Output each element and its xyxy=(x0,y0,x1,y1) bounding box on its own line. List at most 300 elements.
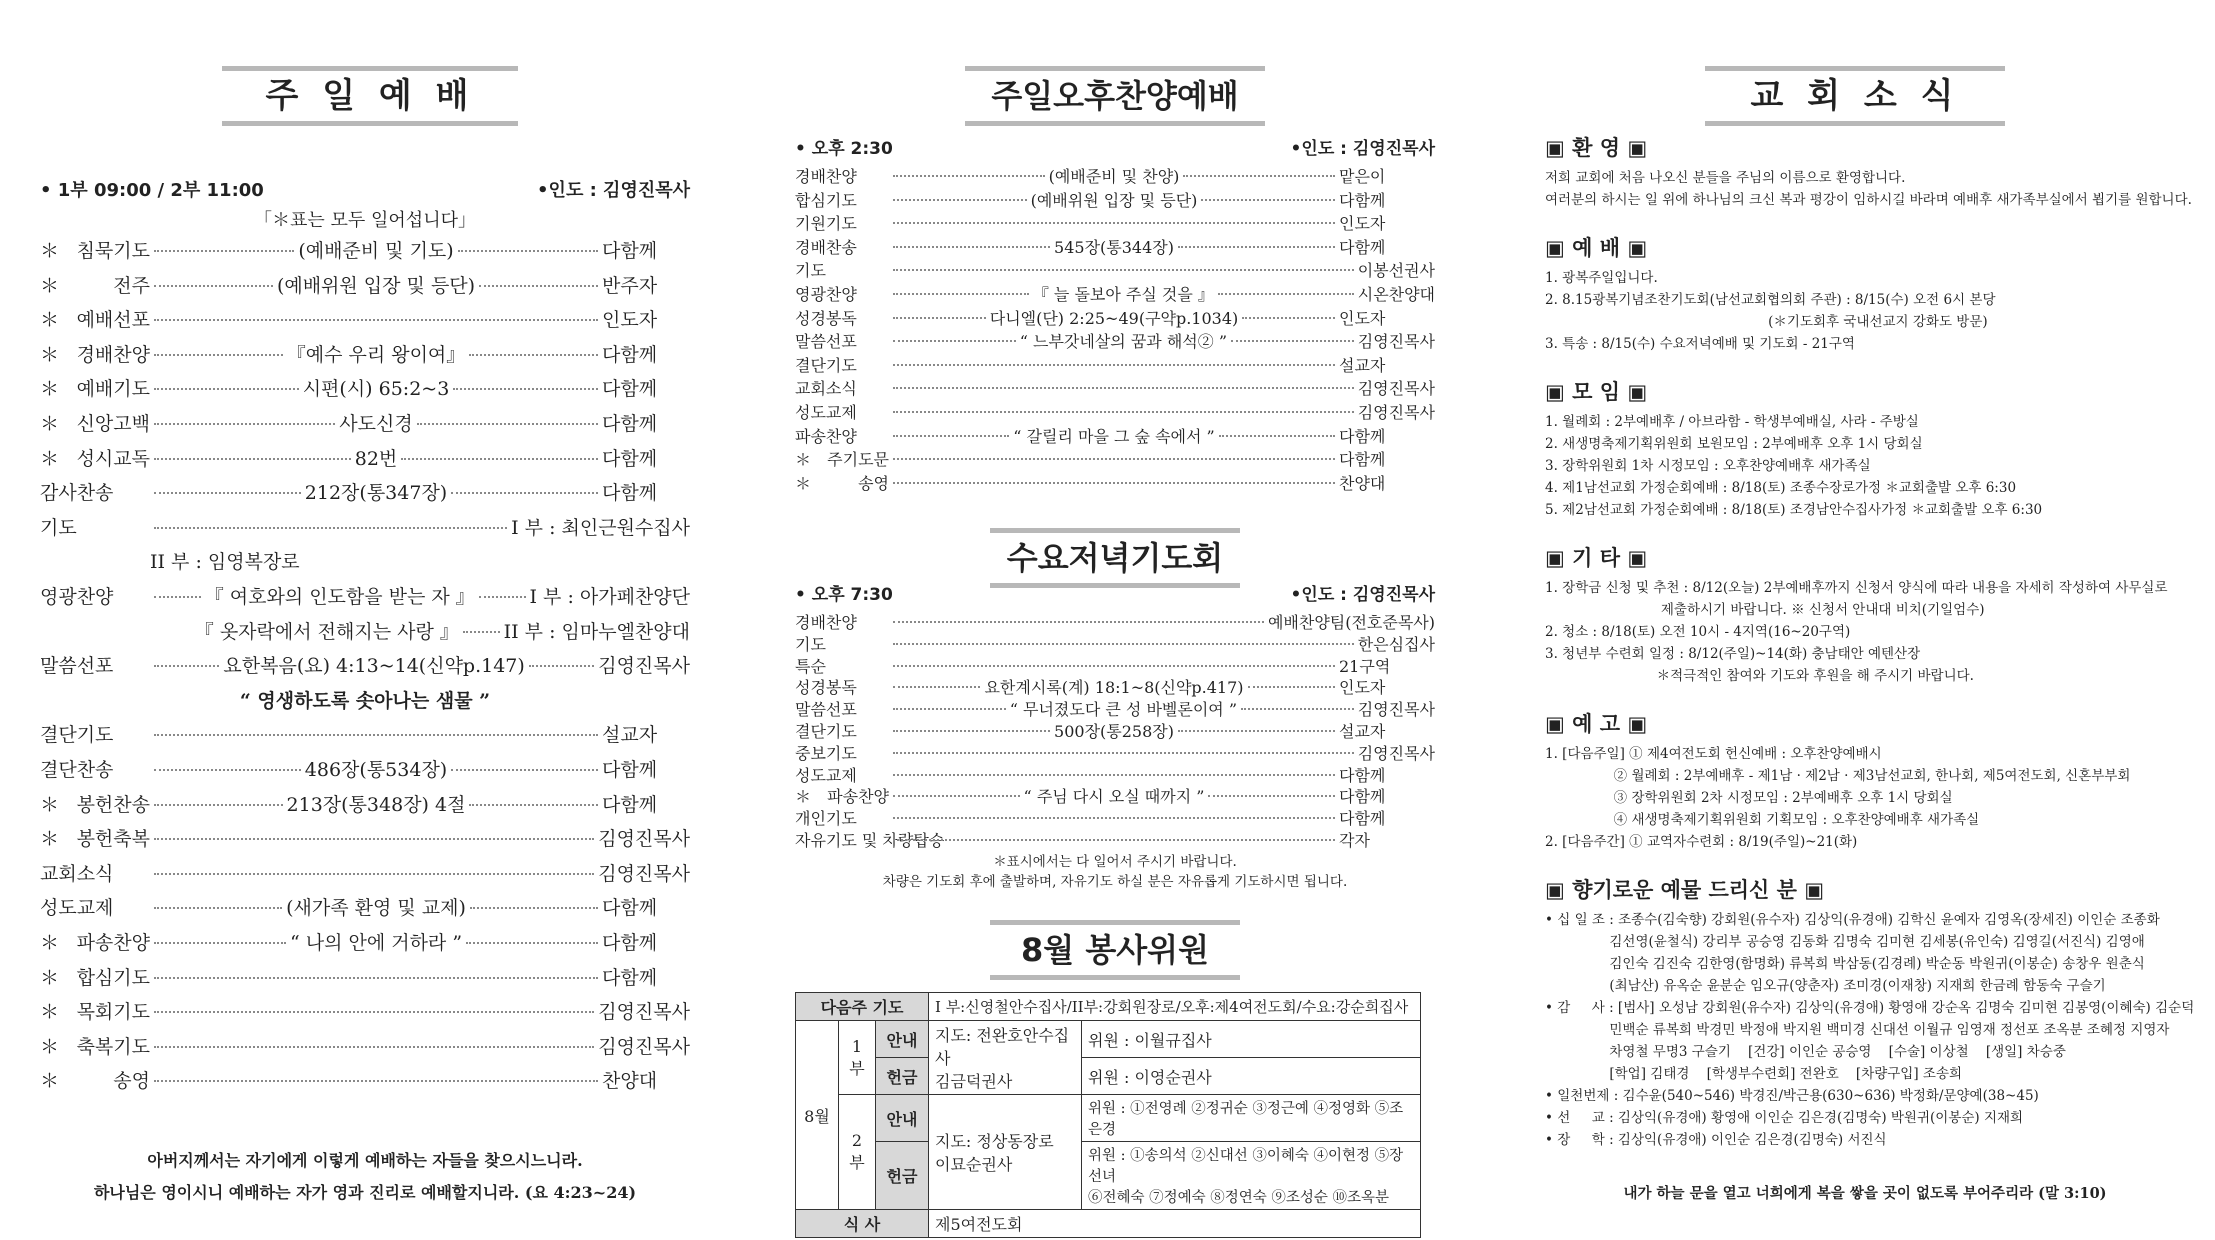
order-row xyxy=(40,997,690,1031)
order-label: 특순 xyxy=(795,656,826,676)
order-label: 기도 xyxy=(40,516,77,539)
order-row xyxy=(40,755,690,789)
order-content: 212장(통347장) xyxy=(304,482,448,505)
dot-leader xyxy=(401,458,598,460)
wednesday-prayer-title: 수요저녁기도회 xyxy=(990,528,1240,588)
order-label: ＊축복기도 xyxy=(40,1035,150,1058)
order-label: 결단기도 xyxy=(795,355,857,375)
news-line: (최남산) 유옥순 윤분순 임오규(양춘자) 조미경(이재창) 지재희 한금례 함동숙 구슬기 xyxy=(1545,978,2106,994)
order-row xyxy=(40,686,690,720)
verse-line-1: 아버지께서는 자기에게 이렇게 예배하는 자들을 찾으시느니라. xyxy=(147,1151,583,1170)
order-content: (예배준비 및 찬양) xyxy=(1048,167,1180,186)
order-label: 말씀선포 xyxy=(40,655,114,678)
order-label: 성도교제 xyxy=(795,765,857,785)
order-label: 결단기도 xyxy=(40,724,114,747)
sermon-title: “ 영생하도록 솟아나는 샘물 ” xyxy=(239,689,491,712)
dot-leader xyxy=(529,665,594,667)
order-label: 경배찬송 xyxy=(795,237,857,257)
order-content: 요한계시록(계) 18:1~8(신약p.417) xyxy=(984,678,1244,698)
news-line: ＊적극적인 참여와 기도와 후원을 해 주시기 바랍니다. xyxy=(1545,668,1974,684)
order-row xyxy=(795,828,1435,851)
order-content: 『 늘 돌보아 주실 것을 』 xyxy=(1032,285,1214,304)
order-person: 김영진목사 xyxy=(1357,700,1436,720)
order-person: 반주자 xyxy=(602,274,658,297)
order-row xyxy=(40,1032,690,1066)
order-label: ＊파송찬양 xyxy=(795,787,889,807)
order-label: 기도 xyxy=(795,634,826,654)
dot-leader xyxy=(893,246,1050,248)
order-row xyxy=(795,164,1435,187)
news-line: 여러분의 하시는 일 위에 하나님의 크신 복과 평강이 임하시길 바라며 예배후 새가족부실에서 뵙기를 원합니다. xyxy=(1545,192,2192,208)
order-person: 다함께 xyxy=(602,966,658,989)
order-row xyxy=(795,258,1435,281)
order-person: 인도자 xyxy=(1339,678,1386,698)
order-content: “ 갈릴리 마을 그 숲 속에서 ” xyxy=(1013,426,1215,446)
order-row xyxy=(40,478,690,512)
dot-leader xyxy=(893,708,1006,710)
dot-leader xyxy=(154,804,283,806)
dot-leader xyxy=(1248,686,1335,688)
order-label: 경배찬양 xyxy=(795,613,857,632)
order-label: 기원기도 xyxy=(795,214,857,234)
order-person: 김영진목사 xyxy=(1357,332,1436,352)
dot-leader xyxy=(154,423,335,425)
order-row xyxy=(40,547,690,581)
order-label: 개인기도 xyxy=(795,809,857,829)
dot-leader xyxy=(453,388,598,390)
order-row xyxy=(40,790,690,824)
order-person: II 부 : 임마누엘찬양대 xyxy=(503,620,690,643)
order-row xyxy=(795,763,1435,786)
dot-leader xyxy=(1178,246,1335,248)
dot-leader xyxy=(154,1080,598,1082)
dot-leader xyxy=(154,1011,594,1013)
order-label: 말씀선포 xyxy=(795,332,857,352)
afternoon-worship-title: 주일오후찬양예배 xyxy=(965,66,1265,126)
order-label: 결단기도 xyxy=(795,722,857,741)
order-row xyxy=(795,306,1435,329)
news-section-title: ▣ 향기로운 예물 드리신 분 ▣ xyxy=(1545,878,1825,902)
news-line: ② 월례회 : 2부예배후 - 제1남 · 제2남 · 제3남선교회, 한나회, 제5여전도회, 신혼부부회 xyxy=(1545,768,2131,784)
dot-leader xyxy=(893,752,1354,754)
order-person: 다함께 xyxy=(602,793,658,816)
order-person: 예배찬양팀(전호준목사) xyxy=(1267,613,1435,632)
order-content: 『 옷자락에서 전해지는 사랑 』 xyxy=(194,620,459,643)
order-content: 요한복음(요) 4:13~14(신약p.147) xyxy=(223,655,525,678)
news-line: 1. [다음주일] ① 제4여전도회 헌신예배 : 오후찬양예배시 xyxy=(1545,746,1882,762)
order-person: 다함께 xyxy=(1339,450,1386,470)
dot-leader xyxy=(470,907,598,909)
order-content: 『 여호와의 인도함을 받는 자 』 xyxy=(204,586,475,608)
order-label: ＊예배선포 xyxy=(40,309,150,332)
order-row xyxy=(795,188,1435,211)
dot-leader xyxy=(893,269,1354,271)
order-content: 다니엘(단) 2:25~49(구약p.1034) xyxy=(989,308,1239,328)
order-row xyxy=(795,784,1435,807)
part2-leader: 지도: 정상동장로 이묘순권사 xyxy=(929,1095,1082,1210)
order-person: 김영진목사 xyxy=(598,1001,690,1024)
wednesday-note-1: ＊표시에서는 다 일어서 주시기 바랍니다. xyxy=(993,854,1237,870)
news-line: 김선영(윤철식) 강리부 공승영 김동화 김명숙 김미현 김세봉(유인숙) 김영길(서진식) 김영애 xyxy=(1545,934,2145,950)
order-row xyxy=(40,859,690,893)
order-row xyxy=(40,513,690,547)
news-line: 4. 제1남선교회 가정순회예배 : 8/18(토) 조종수장로가정 ＊교회출발 오후 6:30 xyxy=(1545,480,2017,496)
dot-leader xyxy=(154,838,594,840)
order-person: 김영진목사 xyxy=(1357,379,1435,399)
order-row xyxy=(40,582,690,616)
news-line: • 일천번제 : 김수윤(540~546) 박경진/박근용(630~636) 박정화/문양예(38~45) xyxy=(1545,1088,2039,1104)
part1-cell: 1부 xyxy=(839,1021,876,1095)
order-row xyxy=(795,741,1435,764)
order-row xyxy=(795,719,1435,742)
month-cell: 8월 xyxy=(796,1021,839,1210)
dot-leader xyxy=(154,907,282,909)
news-line: 차영철 무명3 구슬기 [건강] 이인순 공승영 [수술] 이상철 [생일] 차승중 xyxy=(1545,1044,2066,1060)
news-line: 2. 새생명축제기획위원회 보원모임 : 2부예배후 오후 1시 당회실 xyxy=(1545,436,1923,452)
news-line: ③ 장학위원회 2차 시정모임 : 2부예배후 오후 1시 당회실 xyxy=(1545,790,1953,806)
order-row xyxy=(40,444,690,478)
order-label: 성경봉독 xyxy=(795,308,857,328)
order-person: 다함께 xyxy=(602,932,658,954)
order-person: 다함께 xyxy=(602,378,658,401)
order-person: 이봉선권사 xyxy=(1357,261,1435,281)
church-news-column xyxy=(1545,0,2195,1240)
order-content: (예배위원 입장 및 등단) xyxy=(276,274,476,297)
order-person: 각자 xyxy=(1339,831,1370,850)
order-label: 교회소식 xyxy=(795,379,857,399)
dot-leader xyxy=(893,817,1335,819)
order-person: 한은심집사 xyxy=(1357,634,1435,654)
order-label: ＊예배기도 xyxy=(40,378,150,401)
order-content: 545장(통344장) xyxy=(1054,237,1174,257)
order-person: 김영진목사 xyxy=(598,828,690,851)
news-section-title: ▣ 기 타 ▣ xyxy=(1545,546,1648,570)
order-row xyxy=(40,409,690,443)
order-person: 인도자 xyxy=(602,309,658,332)
dot-leader xyxy=(154,319,598,321)
dot-leader xyxy=(154,769,301,771)
dot-leader xyxy=(893,458,1335,460)
news-line: 2. [다음주간] ① 교역자수련회 : 8/19(주일)~21(화) xyxy=(1545,834,1858,850)
news-line: 저희 교회에 처음 나오신 분들을 주님의 이름으로 환영합니다. xyxy=(1545,170,1906,186)
order-person: 다함께 xyxy=(1339,765,1386,785)
order-person: 21구역 xyxy=(1339,656,1391,676)
part1-guide-label: 안내 xyxy=(876,1021,929,1058)
order-row xyxy=(795,400,1435,423)
order-person: 다함께 xyxy=(602,240,658,262)
order-row xyxy=(795,282,1435,305)
order-row xyxy=(795,329,1435,352)
order-person: 다함께 xyxy=(602,447,658,470)
order-row xyxy=(40,893,690,927)
order-label: ＊침묵기도 xyxy=(40,240,150,262)
order-row xyxy=(795,235,1435,258)
service-time: • 1부 09:00 / 2부 11:00 xyxy=(40,180,264,201)
dot-leader xyxy=(893,175,1045,177)
dot-leader xyxy=(1231,340,1354,342)
order-label: 경배찬양 xyxy=(795,167,857,186)
news-section-title: ▣ 환 영 ▣ xyxy=(1545,136,1648,160)
church-news-title: 교 회 소 식 xyxy=(1705,66,2005,126)
dot-leader xyxy=(154,354,283,356)
order-row xyxy=(795,654,1435,677)
volunteers-table xyxy=(795,992,1421,1238)
order-person: I 부 : 아가페찬양단 xyxy=(529,586,691,608)
order-label: ＊봉헌축복 xyxy=(40,828,150,851)
order-label: 파송찬양 xyxy=(795,426,857,446)
dot-leader xyxy=(154,1046,594,1048)
malachi-verse: 내가 하늘 문을 열고 너희에게 복을 쌓을 곳이 없도록 부어주리라 (말 3:10) xyxy=(1623,1185,2107,1202)
order-row xyxy=(40,1066,690,1100)
news-section-title: ▣ 모 임 ▣ xyxy=(1545,380,1648,404)
order-row xyxy=(40,271,690,305)
order-person: 다함께 xyxy=(602,482,658,505)
afternoon-leader: •인도 : 김영진목사 xyxy=(1290,139,1435,159)
meal-label: 식 사 xyxy=(796,1210,929,1238)
order-person: 찬양대 xyxy=(602,1070,658,1093)
part2-cell: 2부 xyxy=(839,1095,876,1210)
order-person: 다함께 xyxy=(602,343,658,366)
news-line: • 장 학 : 김상익(유경애) 이인순 김은경(김명숙) 서진식 xyxy=(1545,1132,1887,1148)
news-line: 1. 월례회 : 2부예배후 / 아브라함 - 학생부예배실, 사라 - 주방실 xyxy=(1545,414,1919,430)
part2-guide-members: 위원 : ①전영례 ②정귀순 ③정근예 ④정영화 ⑤조은경 xyxy=(1082,1095,1421,1142)
order-row xyxy=(40,928,690,962)
order-label: 기도 xyxy=(795,261,826,281)
next-week-prayer-label: 다음주 기도 xyxy=(796,993,929,1021)
dot-leader xyxy=(154,250,294,252)
dot-leader xyxy=(893,686,980,688)
order-person: 인도자 xyxy=(1339,214,1386,234)
order-label: 성경봉독 xyxy=(795,678,857,698)
news-line: 제출하시기 바랍니다. ※ 신청서 안내대 비치(기일엄수) xyxy=(1545,602,1985,618)
order-row xyxy=(795,675,1435,698)
order-row xyxy=(40,963,690,997)
order-person: 김영진목사 xyxy=(1357,403,1435,422)
order-content: 82번 xyxy=(354,447,398,470)
order-label: 합심기도 xyxy=(795,190,857,210)
news-line: 1. 장학금 신청 및 추천 : 8/12(오늘) 2부예배후까지 신청서 양식에 따라 내용을 자세히 작성하여 사무실로 xyxy=(1545,580,2168,596)
order-label: 영광찬양 xyxy=(795,285,857,304)
order-content: 시편(시) 65:2~3 xyxy=(302,378,450,401)
order-person: 다함께 xyxy=(1339,787,1386,807)
news-line: 2. 청소 : 8/18(토) 오전 10시 - 4지역(16~20구역) xyxy=(1545,624,1851,640)
order-label: ＊합심기도 xyxy=(40,966,150,989)
dot-leader xyxy=(1208,795,1335,797)
dot-leader xyxy=(466,942,598,944)
order-person: 찬양대 xyxy=(1339,473,1386,493)
news-line: 3. 장학위원회 1차 시정모임 : 오후찬양예배후 새가족실 xyxy=(1545,458,1871,474)
order-row xyxy=(795,610,1435,633)
order-person: 김영진목사 xyxy=(598,655,690,678)
order-person: 다함께 xyxy=(602,413,658,435)
standing-note: 「＊표는 모두 일어섭니다」 xyxy=(254,210,476,231)
dot-leader xyxy=(893,643,1354,645)
order-content: 486장(통534장) xyxy=(304,759,448,781)
dot-leader xyxy=(1178,730,1335,732)
dot-leader xyxy=(154,596,201,598)
dot-leader xyxy=(893,199,1027,201)
order-person: I 부 : 최인근원수집사 xyxy=(511,516,690,539)
order-content: 『예수 우리 왕이여』 xyxy=(286,343,466,366)
order-person: 설교자 xyxy=(602,724,658,747)
dot-leader xyxy=(154,942,286,944)
order-person: 시온찬양대 xyxy=(1357,285,1436,304)
order-content: “ 주님 다시 오실 때까지 ” xyxy=(1023,787,1205,807)
dot-leader xyxy=(479,596,526,598)
news-line: 5. 제2남선교회 가정순회예배 : 8/18(토) 조경남안수집사가정 ＊교회출발 오후 6:30 xyxy=(1545,502,2043,518)
order-row xyxy=(40,340,690,374)
order-label: 자유기도 및 차량탑승 xyxy=(795,831,945,850)
part1-guide-members: 위원 : 이월규집사 xyxy=(1082,1021,1421,1058)
order-content: “ 느부갓네살의 꿈과 해석② ” xyxy=(1019,332,1227,352)
news-line: 2. 8.15광복기념조찬기도회(남선교회협의회 주관) : 8/15(수) 오전 6시 본당 xyxy=(1545,292,1996,308)
afternoon-worship-column xyxy=(795,0,1435,1240)
news-line: (＊기도회후 국내선교지 강화도 방문) xyxy=(1545,314,1988,330)
dot-leader xyxy=(1183,175,1335,177)
dot-leader xyxy=(893,411,1354,413)
order-content: 500장(통258장) xyxy=(1054,722,1174,741)
news-line: • 선 교 : 김상익(유경애) 황영애 이인순 김은경(김명숙) 박원귀(이봉순) 지재희 xyxy=(1545,1110,2024,1126)
worship-leader: •인도 : 김영진목사 xyxy=(537,180,690,201)
order-content: (새가족 환영 및 교제) xyxy=(286,897,466,920)
news-line: 민백순 류복희 박경민 박정애 박지원 백미경 신대선 이월규 임영재 정선포 조옥분 조혜정 지영자 xyxy=(1545,1022,2170,1038)
order-row xyxy=(40,824,690,858)
order-label: ＊전주 xyxy=(40,274,150,297)
order-row xyxy=(795,353,1435,376)
order-content: “ 무너졌도다 큰 성 바벨론이여 ” xyxy=(1009,700,1237,720)
part1-offering-members: 위원 : 이영순권사 xyxy=(1082,1058,1421,1095)
order-content: 사도신경 xyxy=(339,413,413,435)
order-person: 김영진목사 xyxy=(598,862,690,885)
news-line: [학업] 김태경 [학생부수련회] 전완호 [차량구입] 조송희 xyxy=(1545,1066,1963,1082)
order-label: ＊목회기도 xyxy=(40,1001,150,1024)
dot-leader xyxy=(417,423,598,425)
dot-leader xyxy=(451,769,598,771)
dot-leader xyxy=(469,804,598,806)
order-row xyxy=(795,471,1435,494)
order-label: ＊송영 xyxy=(40,1070,150,1093)
news-line: ④ 새생명축제기획위원회 기획모임 : 오후찬양예배후 새가족실 xyxy=(1545,812,1980,828)
dot-leader xyxy=(893,364,1335,366)
order-person: 인도자 xyxy=(1339,308,1386,328)
dot-leader xyxy=(1242,317,1335,319)
dot-leader xyxy=(154,734,598,736)
order-label: ＊파송찬양 xyxy=(40,932,150,954)
order-label: ＊주기도문 xyxy=(795,450,889,470)
dot-leader xyxy=(154,285,273,287)
news-line: 3. 청년부 수련회 일정 : 8/12(주일)~14(화) 충남태안 예텐산장 xyxy=(1545,646,1921,662)
dot-leader xyxy=(451,492,598,494)
order-label: 영광찬양 xyxy=(40,586,114,608)
part2-offering-members: 위원 : ①송의석 ②신대선 ③이혜숙 ④이현정 ⑤장선녀 ⑥전혜숙 ⑦정예숙 ⑧정연숙 ⑨조성순 ⑩조옥분 xyxy=(1082,1142,1421,1210)
wednesday-leader: •인도 : 김영진목사 xyxy=(1290,585,1435,605)
order-row xyxy=(40,236,690,270)
dot-leader xyxy=(893,340,1016,342)
dot-leader xyxy=(893,774,1335,776)
dot-leader xyxy=(458,250,598,252)
order-content: “ 나의 안에 거하라 ” xyxy=(289,932,463,954)
dot-leader xyxy=(469,354,598,356)
order-label: 성도교제 xyxy=(795,403,857,422)
order-label: 감사찬송 xyxy=(40,482,114,505)
dot-leader xyxy=(893,839,1335,841)
dot-leader xyxy=(1218,293,1354,295)
order-label: 말씀선포 xyxy=(795,700,857,720)
order-label: ＊송영 xyxy=(795,473,889,493)
dot-leader xyxy=(893,795,1020,797)
part1-leader: 지도: 전완호안수집사 김금덕권사 xyxy=(929,1021,1082,1095)
order-person: 설교자 xyxy=(1339,355,1386,375)
order-content: (예배위원 입장 및 등단) xyxy=(1030,190,1198,210)
order-person: 설교자 xyxy=(1339,722,1386,741)
afternoon-time: • 오후 2:30 xyxy=(795,139,893,159)
dot-leader xyxy=(893,222,1335,224)
order-label: ＊성시교독 xyxy=(40,447,150,470)
order-row xyxy=(40,374,690,408)
order-person: 맡은이 xyxy=(1339,167,1386,186)
dot-leader xyxy=(154,977,598,979)
meal-value: 제5여전도회 xyxy=(929,1210,1421,1238)
dot-leader xyxy=(893,621,1264,623)
order-label: ＊경배찬양 xyxy=(40,343,150,366)
wednesday-note-2: 차량은 기도회 후에 출발하며, 자유기도 하실 분은 자유롭게 기도하시면 됩니다. xyxy=(882,874,1348,890)
sunday-worship-column xyxy=(40,0,690,1240)
dot-leader xyxy=(1201,199,1335,201)
order-label: 성도교제 xyxy=(40,897,114,920)
order-person: 김영진목사 xyxy=(1357,743,1435,763)
dot-leader xyxy=(893,482,1335,484)
dot-leader xyxy=(154,665,219,667)
order-label: 교회소식 xyxy=(40,862,114,885)
order-person: 다함께 xyxy=(1339,190,1386,210)
dot-leader xyxy=(893,665,1335,667)
news-section-title: ▣ 예 배 ▣ xyxy=(1545,236,1648,260)
dot-leader xyxy=(154,873,594,875)
order-label: 결단찬송 xyxy=(40,759,114,781)
order-person: 김영진목사 xyxy=(598,1035,690,1058)
verse-line-2: 하나님은 영이시니 예배하는 자가 영과 진리로 예배할지니라. (요 4:23~24) xyxy=(93,1183,637,1202)
order-label: 중보기도 xyxy=(795,743,857,763)
part1-offering-label: 헌금 xyxy=(876,1058,929,1095)
news-line: 1. 광복주일입니다. xyxy=(1545,270,1658,286)
dot-leader xyxy=(1241,708,1354,710)
order-label: ＊봉헌찬송 xyxy=(40,793,150,816)
dot-leader xyxy=(154,492,301,494)
order-content: 213장(통348장) 4절 xyxy=(286,793,466,816)
news-line: 김인숙 김진숙 김한영(함명화) 류복희 박삼동(김경례) 박순동 박원귀(이봉순) 송창우 원춘식 xyxy=(1545,956,2145,972)
order-row xyxy=(795,211,1435,234)
volunteers-title: 8월 봉사위원 xyxy=(990,920,1240,980)
wednesday-time: • 오후 7:30 xyxy=(795,585,893,605)
order-row xyxy=(40,651,690,685)
news-section-title: ▣ 예 고 ▣ xyxy=(1545,712,1648,736)
dot-leader xyxy=(893,435,1009,437)
dot-leader xyxy=(154,458,351,460)
dot-leader xyxy=(893,730,1050,732)
dot-leader xyxy=(479,285,598,287)
news-line: 3. 특송 : 8/15(수) 수요저녁예배 및 기도회 - 21구역 xyxy=(1545,336,1855,352)
order-row xyxy=(795,806,1435,829)
order-row xyxy=(795,632,1435,655)
order-row xyxy=(795,424,1435,447)
order-row xyxy=(795,697,1435,720)
dot-leader xyxy=(154,527,507,529)
dot-leader xyxy=(154,388,299,390)
order-person: 다함께 xyxy=(1339,237,1386,257)
order-person: 다함께 xyxy=(602,897,658,920)
order-row xyxy=(795,376,1435,399)
order-row xyxy=(795,447,1435,470)
